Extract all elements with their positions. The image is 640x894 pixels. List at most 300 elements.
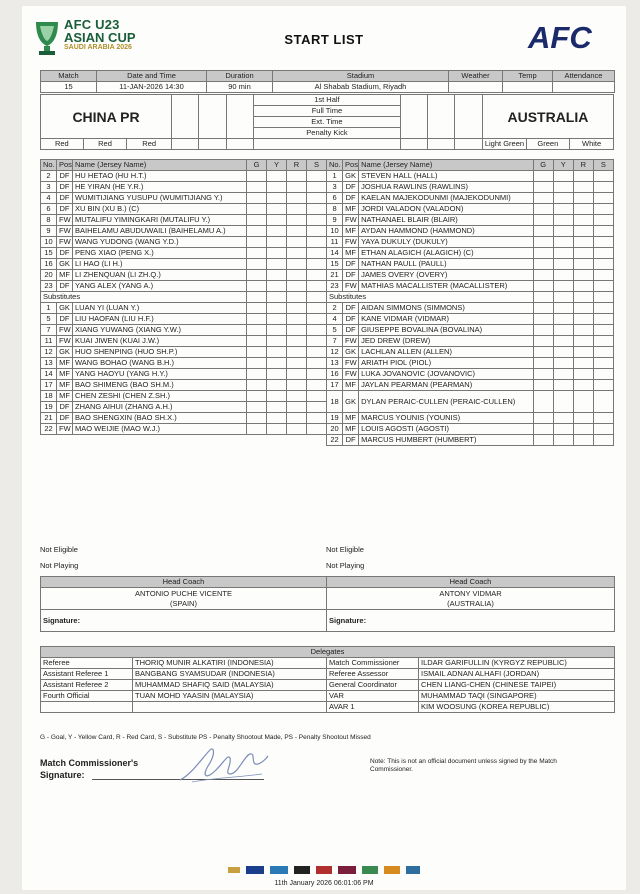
away-col-header: No. <box>327 160 343 171</box>
delegate-name: MUHAMMAD SHAFIQ SAID (MALAYSIA) <box>133 680 327 691</box>
player-position: DF <box>343 314 359 325</box>
stat-cell <box>573 380 593 391</box>
player-position: MF <box>57 380 73 391</box>
player-position: DF <box>343 303 359 314</box>
stat-cell <box>247 358 267 369</box>
player-number: 5 <box>327 325 343 336</box>
player-name: WUMITIJIANG YUSUPU (WUMITIJIANG Y.) <box>73 193 247 204</box>
player-position: DF <box>57 204 73 215</box>
stat-cell <box>267 402 287 413</box>
away-col-header: Name (Jersey Name) <box>359 160 534 171</box>
player-number: 6 <box>41 204 57 215</box>
away-subs-row <box>327 369 614 380</box>
stat-cell <box>287 204 307 215</box>
stat-cell <box>573 303 593 314</box>
stat-cell <box>247 204 267 215</box>
stat-cell <box>267 391 287 402</box>
player-number: 19 <box>327 413 343 424</box>
player-number: 15 <box>327 259 343 270</box>
player-position: DF <box>57 314 73 325</box>
delegate-role: Referee Assessor <box>327 669 419 680</box>
player-name: ETHAN ALAGICH (ALAGICH) (C) <box>359 248 534 259</box>
player-name: JOSHUA RAWLINS (RAWLINS) <box>359 182 534 193</box>
stat-cell <box>593 237 613 248</box>
away-subs-row <box>327 435 614 446</box>
match-info-label: Match <box>41 71 97 82</box>
player-position: FW <box>343 215 359 226</box>
stat-cell <box>533 424 553 435</box>
match-info-value <box>449 82 503 93</box>
home-col-header: S <box>307 160 327 171</box>
match-info-table <box>40 70 615 93</box>
sponsor-logo-8 <box>384 866 400 874</box>
player-number: 20 <box>327 424 343 435</box>
match-info-label: Weather <box>449 71 503 82</box>
player-number: 11 <box>327 237 343 248</box>
player-name: LI HAO (LI H.) <box>73 259 247 270</box>
away-subs-row <box>327 380 614 391</box>
player-position: DF <box>343 325 359 336</box>
stat-cell <box>533 380 553 391</box>
player-number: 10 <box>327 226 343 237</box>
delegate-role: Assistant Referee 2 <box>41 680 133 691</box>
delegate-role: Fourth Official <box>41 691 133 702</box>
player-name: HE YIRAN (HE Y.R.) <box>73 182 247 193</box>
stat-cell <box>573 424 593 435</box>
home-col-header: Pos <box>57 160 73 171</box>
handwritten-signature <box>172 744 272 788</box>
player-name: KAELAN MAJEKODUNMI (MAJEKODUNMI) <box>359 193 534 204</box>
home-subs-row <box>41 380 327 391</box>
player-number: 12 <box>327 347 343 358</box>
stat-cell <box>247 193 267 204</box>
player-name: AIDAN SIMMONS (SIMMONS) <box>359 303 534 314</box>
player-position: MF <box>343 380 359 391</box>
player-position: DF <box>57 193 73 204</box>
player-position: FW <box>343 336 359 347</box>
afc-logo <box>526 20 612 52</box>
stat-cell <box>593 413 613 424</box>
delegate-row <box>41 680 615 691</box>
player-name: LUAN YI (LUAN Y.) <box>73 303 247 314</box>
stat-cell <box>553 204 573 215</box>
match-info-label: Date and Time <box>97 71 207 82</box>
stat-cell <box>307 336 327 347</box>
player-name: LUKA JOVANOVIC (JOVANOVIC) <box>359 369 534 380</box>
page-title: START LIST <box>284 32 364 47</box>
stat-cell <box>553 193 573 204</box>
stat-cell <box>553 325 573 336</box>
stat-cell <box>247 226 267 237</box>
player-position: MF <box>57 369 73 380</box>
stat-cell <box>593 259 613 270</box>
stat-cell <box>307 292 327 303</box>
stat-cell <box>287 369 307 380</box>
stat-cell <box>267 380 287 391</box>
player-name: BAO SHIMENG (BAO SH.M.) <box>73 380 247 391</box>
stat-cell <box>287 358 307 369</box>
player-name: ZHANG AIHUI (ZHANG A.H.) <box>73 402 247 413</box>
player-number: 14 <box>41 369 57 380</box>
away-col-header: R <box>573 160 593 171</box>
home-head-coach-label: Head Coach <box>41 577 327 588</box>
sponsor-logo-1 <box>228 867 240 873</box>
stat-cell <box>267 303 287 314</box>
home-starters-row <box>41 182 327 193</box>
player-number: 21 <box>327 270 343 281</box>
match-info-value: 15 <box>41 82 97 93</box>
period-ext-time: Ext. Time <box>254 117 400 128</box>
player-position: FW <box>57 325 73 336</box>
player-position: FW <box>57 237 73 248</box>
player-name: LI ZHENQUAN (LI ZH.Q.) <box>73 270 247 281</box>
delegate-name: ISMAIL ADNAN ALHAFI (JORDAN) <box>419 669 615 680</box>
stat-cell <box>533 259 553 270</box>
player-name: LIU HAOFAN (LIU H.F.) <box>73 314 247 325</box>
note-text: Note: This is not an official document unless signed by the Match Commissioner. <box>370 758 557 773</box>
stat-cell <box>247 314 267 325</box>
period-penalty-kick: Penalty Kick <box>254 128 400 139</box>
stat-cell <box>267 413 287 424</box>
away-subs-header <box>327 292 614 303</box>
away-kit-shirt: Light Green <box>482 139 526 150</box>
stat-cell <box>287 270 307 281</box>
home-subs-row <box>41 325 327 336</box>
stat-cell <box>267 358 287 369</box>
home-not-eligible: Not Eligible <box>40 545 78 554</box>
home-subs-row <box>41 358 327 369</box>
player-number: 11 <box>41 336 57 347</box>
player-number: 23 <box>327 281 343 292</box>
stat-cell <box>593 391 613 413</box>
match-info-value <box>553 82 615 93</box>
home-subs-row <box>41 347 327 358</box>
player-number: 4 <box>327 314 343 325</box>
player-number: 9 <box>41 226 57 237</box>
player-name: BAO SHENGXIN (BAO SH.X.) <box>73 413 247 424</box>
player-number: 2 <box>327 303 343 314</box>
away-col-header: Pos <box>343 160 359 171</box>
player-position: MF <box>343 413 359 424</box>
away-starters-row <box>327 226 614 237</box>
stat-cell <box>247 424 267 435</box>
player-name: KUAI JIWEN (KUAI J.W.) <box>73 336 247 347</box>
away-col-header: Y <box>553 160 573 171</box>
player-name: WANG BOHAO (WANG B.H.) <box>73 358 247 369</box>
stat-cell <box>533 413 553 424</box>
home-col-header: G <box>247 160 267 171</box>
stat-cell <box>533 358 553 369</box>
match-info-labels <box>41 71 615 82</box>
stat-cell <box>307 204 327 215</box>
player-number: 15 <box>41 248 57 259</box>
home-col-header: R <box>287 160 307 171</box>
home-lineup-table <box>40 159 327 435</box>
delegate-name: TUAN MOHD YAASIN (MALAYSIA) <box>133 691 327 702</box>
stat-cell <box>573 369 593 380</box>
player-name: XU BIN (XU B.) (C) <box>73 204 247 215</box>
player-name: JAYLAN PEARMAN (PEARMAN) <box>359 380 534 391</box>
stat-cell <box>247 413 267 424</box>
stat-cell <box>247 215 267 226</box>
away-coach-name: ANTONY VIDMAR <box>439 588 502 598</box>
stat-cell <box>533 369 553 380</box>
stat-cell <box>267 204 287 215</box>
player-name: BAIHELAMU ABUDUWAILI (BAIHELAMU A.) <box>73 226 247 237</box>
away-subs-row <box>327 325 614 336</box>
stat-cell <box>533 226 553 237</box>
player-number: 10 <box>41 237 57 248</box>
stat-cell <box>593 325 613 336</box>
player-name: MUTALIFU YIMINGKARI (MUTALIFU Y.) <box>73 215 247 226</box>
stat-cell <box>307 226 327 237</box>
stat-cell <box>593 248 613 259</box>
teams-block <box>40 94 614 150</box>
player-position: GK <box>343 171 359 182</box>
away-subs-row <box>327 391 614 413</box>
stat-cell <box>573 314 593 325</box>
player-name: KANE VIDMAR (VIDMAR) <box>359 314 534 325</box>
player-number: 5 <box>41 314 57 325</box>
player-name: NATHANAEL BLAIR (BLAIR) <box>359 215 534 226</box>
stat-cell <box>573 347 593 358</box>
sponsor-logo-5 <box>316 866 332 874</box>
home-col-headers <box>41 160 327 171</box>
stat-cell <box>533 292 553 303</box>
delegate-name: BANGBANG SYAMSUDAR (INDONESIA) <box>133 669 327 680</box>
stat-cell <box>573 358 593 369</box>
home-starters-row <box>41 281 327 292</box>
stat-cell <box>307 182 327 193</box>
stat-cell <box>573 270 593 281</box>
stat-cell <box>553 380 573 391</box>
away-starters-row <box>327 281 614 292</box>
away-starters-row <box>327 237 614 248</box>
home-subs-label: Substitutes <box>41 292 247 303</box>
home-team-name: CHINA PR <box>41 95 172 139</box>
period-1st-half: 1st Half <box>254 95 400 106</box>
player-position: MF <box>57 358 73 369</box>
stat-cell <box>307 402 327 413</box>
stat-cell <box>267 347 287 358</box>
stat-cell <box>247 391 267 402</box>
stat-cell <box>287 237 307 248</box>
delegate-name: KIM WOOSUNG (KOREA REPUBLIC) <box>419 702 615 713</box>
stat-cell <box>533 281 553 292</box>
afc-logo-text: AFC <box>528 20 592 52</box>
stat-cell <box>533 314 553 325</box>
player-number: 13 <box>41 358 57 369</box>
player-name: CHEN ZESHI (CHEN Z.SH.) <box>73 391 247 402</box>
away-subs-row <box>327 347 614 358</box>
delegate-role: Assistant Referee 1 <box>41 669 133 680</box>
stat-cell <box>553 270 573 281</box>
match-info-label: Stadium <box>273 71 449 82</box>
home-subs-row <box>41 336 327 347</box>
player-number: 13 <box>327 358 343 369</box>
match-info-value: Al Shabab Stadium, Riyadh <box>273 82 449 93</box>
away-head-coach-label: Head Coach <box>327 577 615 588</box>
player-position: MF <box>343 248 359 259</box>
player-position: DF <box>57 281 73 292</box>
home-col-header: Name (Jersey Name) <box>73 160 247 171</box>
stat-cell <box>593 281 613 292</box>
stat-cell <box>553 182 573 193</box>
stat-cell <box>593 347 613 358</box>
home-col-header: No. <box>41 160 57 171</box>
player-number: 18 <box>41 391 57 402</box>
stat-cell <box>573 336 593 347</box>
delegate-name: MUHAMMAD TAQI (SINGAPORE) <box>419 691 615 702</box>
stat-cell <box>533 215 553 226</box>
player-number: 21 <box>41 413 57 424</box>
stat-cell <box>593 171 613 182</box>
away-starters-row <box>327 270 614 281</box>
stat-cell <box>553 248 573 259</box>
stat-cell <box>287 336 307 347</box>
stat-cell <box>573 226 593 237</box>
home-starters-row <box>41 237 327 248</box>
sponsor-logo-9 <box>406 866 420 874</box>
player-position: MF <box>343 424 359 435</box>
player-name: MARCUS HUMBERT (HUMBERT) <box>359 435 534 446</box>
player-name: JED DREW (DREW) <box>359 336 534 347</box>
player-position: MF <box>57 391 73 402</box>
away-starters-row <box>327 171 614 182</box>
player-number: 16 <box>327 369 343 380</box>
stat-cell <box>593 358 613 369</box>
stat-cell <box>573 281 593 292</box>
stat-cell <box>533 248 553 259</box>
stat-cell <box>307 369 327 380</box>
period-full-time: Full Time <box>254 106 400 117</box>
away-coach <box>327 588 615 610</box>
stat-cell <box>533 182 553 193</box>
home-starters-row <box>41 259 327 270</box>
player-position: DF <box>57 248 73 259</box>
away-subs-row <box>327 424 614 435</box>
stat-cell <box>247 325 267 336</box>
player-number: 3 <box>41 182 57 193</box>
stat-cell <box>553 391 573 413</box>
stat-cell <box>307 424 327 435</box>
away-team-name: AUSTRALIA <box>482 95 613 139</box>
sponsor-logo-3 <box>270 866 288 874</box>
stat-cell <box>287 182 307 193</box>
stat-cell <box>247 259 267 270</box>
player-number: 8 <box>327 204 343 215</box>
home-coach <box>41 588 327 610</box>
stat-cell <box>593 314 613 325</box>
stat-cell <box>573 193 593 204</box>
away-starters-row <box>327 182 614 193</box>
stat-cell <box>247 303 267 314</box>
home-subs-row <box>41 413 327 424</box>
stat-cell <box>593 182 613 193</box>
away-starters-row <box>327 259 614 270</box>
stat-cell <box>573 204 593 215</box>
stat-cell <box>553 292 573 303</box>
player-name: HUO SHENPING (HUO SH.P.) <box>73 347 247 358</box>
stat-cell <box>553 314 573 325</box>
stat-cell <box>287 347 307 358</box>
away-col-header: G <box>533 160 553 171</box>
home-coach-country: (SPAIN) <box>170 598 197 608</box>
away-starters-row <box>327 204 614 215</box>
delegate-role: AVAR 1 <box>327 702 419 713</box>
delegate-role <box>41 702 133 713</box>
away-subs-row <box>327 358 614 369</box>
away-lineup-table <box>326 159 614 446</box>
player-position: DF <box>57 413 73 424</box>
stat-cell <box>267 369 287 380</box>
player-name: MAO WEIJIE (MAO W.J.) <box>73 424 247 435</box>
stat-cell <box>267 226 287 237</box>
match-info-value <box>503 82 553 93</box>
away-subs-row <box>327 413 614 424</box>
home-subs-row <box>41 369 327 380</box>
stat-cell <box>553 237 573 248</box>
sponsor-logo-6 <box>338 866 356 874</box>
stat-cell <box>307 248 327 259</box>
stat-cell <box>593 204 613 215</box>
stat-cell <box>307 270 327 281</box>
player-number: 23 <box>41 281 57 292</box>
away-col-header: S <box>593 160 613 171</box>
home-coach-name: ANTONIO PUCHE VICENTE <box>135 588 232 598</box>
stat-cell <box>267 215 287 226</box>
away-signature-label: Signature: <box>327 610 615 632</box>
stat-cell <box>267 248 287 259</box>
stat-cell <box>287 391 307 402</box>
home-subs-row <box>41 391 327 402</box>
player-number: 1 <box>327 171 343 182</box>
stat-cell <box>267 193 287 204</box>
player-number: 7 <box>327 336 343 347</box>
away-starters-row <box>327 248 614 259</box>
player-position: MF <box>343 204 359 215</box>
delegate-name <box>133 702 327 713</box>
stat-cell <box>533 391 553 413</box>
player-name: JORDI VALADON (VALADON) <box>359 204 534 215</box>
home-subs-row <box>41 424 327 435</box>
delegate-row <box>41 658 615 669</box>
away-subs-row <box>327 314 614 325</box>
stat-cell <box>533 204 553 215</box>
delegates-label: Delegates <box>41 647 615 658</box>
stat-cell <box>573 215 593 226</box>
stat-cell <box>593 336 613 347</box>
stat-cell <box>247 270 267 281</box>
home-starters-row <box>41 226 327 237</box>
player-position: DF <box>343 435 359 446</box>
stat-cell <box>287 292 307 303</box>
stat-cell <box>553 413 573 424</box>
stat-cell <box>307 193 327 204</box>
player-number: 22 <box>327 435 343 446</box>
stat-cell <box>267 259 287 270</box>
stat-cell <box>593 424 613 435</box>
player-number: 2 <box>41 171 57 182</box>
stat-cell <box>307 358 327 369</box>
player-name: NATHAN PAULL (PAULL) <box>359 259 534 270</box>
stat-cell <box>307 325 327 336</box>
delegate-role: VAR <box>327 691 419 702</box>
player-number: 20 <box>41 270 57 281</box>
player-position: FW <box>57 336 73 347</box>
stat-cell <box>267 314 287 325</box>
stat-cell <box>247 369 267 380</box>
